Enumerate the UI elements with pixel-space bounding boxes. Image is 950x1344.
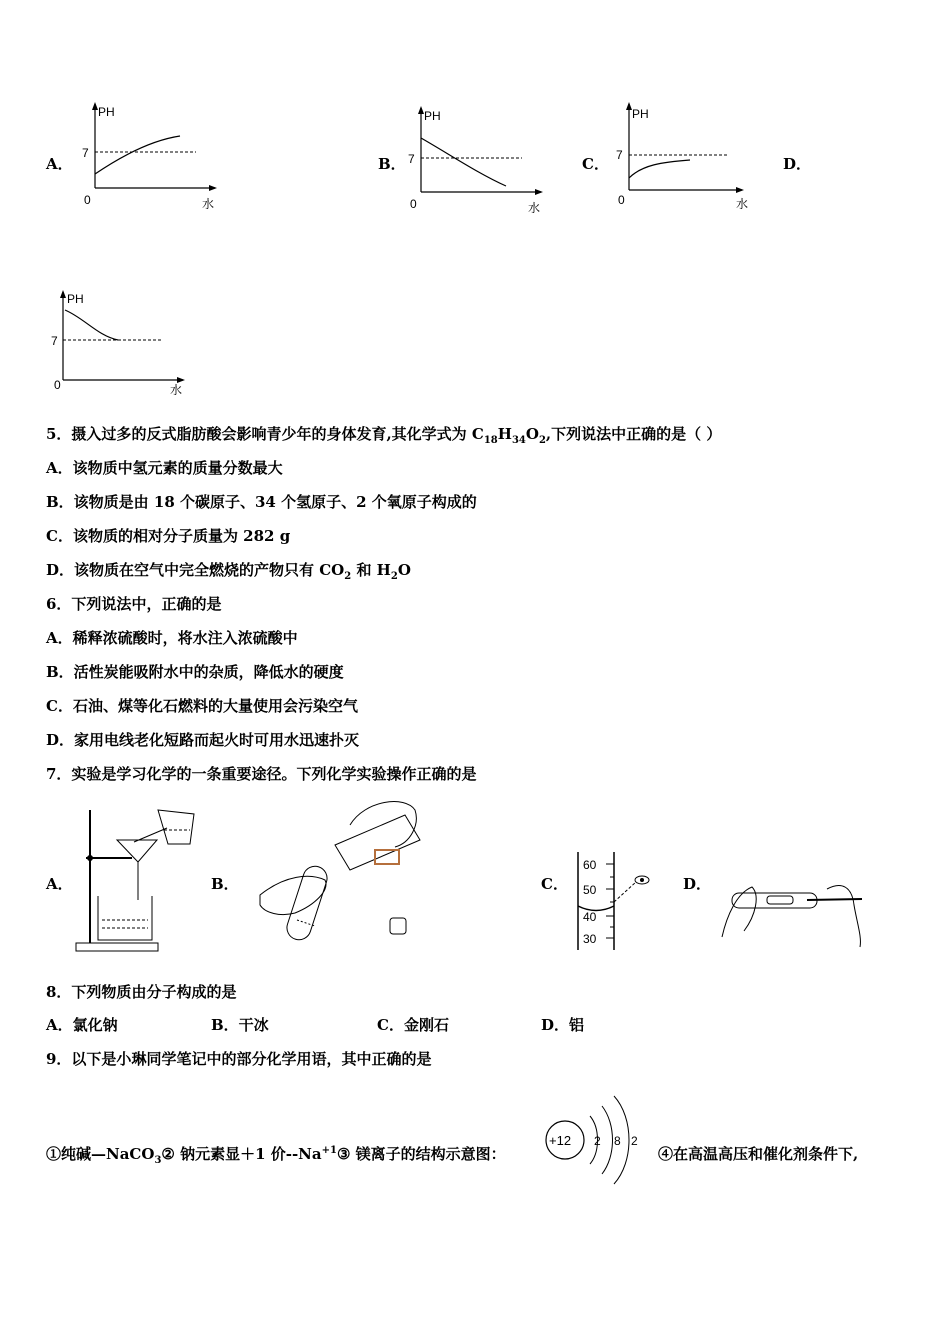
origin-label: 0 xyxy=(84,193,91,207)
q9-stem: 9．以下是小琳同学笔记中的部分化学用语，其中正确的是 xyxy=(46,1050,432,1068)
ph-graph-b xyxy=(404,104,554,219)
x-axis-label: 水 xyxy=(202,197,215,211)
q9-part: ①纯碱—NaCO xyxy=(46,1145,155,1163)
q5-option-c: C．该物质的相对分子质量为 282 g xyxy=(46,527,291,545)
q9-statement-4: ④在高温高压和催化剂条件下, xyxy=(658,1145,859,1163)
q5-d-part: 和 H xyxy=(351,561,391,579)
subscript: 3 xyxy=(154,1155,162,1166)
mg-ion-structure-diagram xyxy=(538,1088,648,1198)
q9-statement-1-3 xyxy=(46,1143,506,1166)
q8-option-d: D．铝 xyxy=(541,1016,585,1034)
q5-option-a: A．该物质中氢元素的质量分数最大 xyxy=(46,459,283,477)
q5-stem-part: 5．摄入过多的反式脂肪酸会影响青少年的身体发育,其化学式为 C xyxy=(46,425,484,443)
level-tick: 7 xyxy=(51,334,58,348)
q8-option-a: A．氯化钠 xyxy=(46,1016,118,1034)
level-tick: 7 xyxy=(616,148,623,162)
origin-label: 0 xyxy=(410,197,417,211)
subscript: 2 xyxy=(344,571,352,582)
shell-electrons: 2 xyxy=(631,1134,638,1148)
subscript: 2 xyxy=(538,435,546,446)
q7-option-b-label: B． xyxy=(211,875,239,893)
q5-option-d xyxy=(46,559,411,582)
subscript: 34 xyxy=(511,435,526,446)
level-tick: 7 xyxy=(82,146,89,160)
q7-stem: 7．实验是学习化学的一条重要途径。下列化学实验操作正确的是 xyxy=(46,765,477,783)
ph-graph-d xyxy=(46,288,196,403)
tick-label: 30 xyxy=(583,932,597,946)
q6-stem: 6．下列说法中，正确的是 xyxy=(46,595,222,613)
q5-d-part: D．该物质在空气中完全燃烧的产物只有 CO xyxy=(46,561,345,579)
q6-option-d: D．家用电线老化短路而起火时可用水迅速扑灭 xyxy=(46,731,360,749)
pouring-liquid-image xyxy=(255,795,435,950)
option-c-label: C． xyxy=(582,155,609,173)
ph-graph-c xyxy=(612,100,762,215)
origin-label: 0 xyxy=(618,193,625,207)
q5-d-part: O xyxy=(397,561,411,579)
tick-label: 40 xyxy=(583,910,597,924)
q9-part: ② 钠元素显＋1 价--Na xyxy=(161,1145,322,1163)
q5-stem-part: ,下列说法中正确的是（ ） xyxy=(545,425,722,443)
y-axis-label: PH xyxy=(424,109,441,123)
q9-part: ③ 镁离子的结构示意图： xyxy=(336,1145,506,1163)
tick-label: 60 xyxy=(583,858,597,872)
q5-stem-part: O xyxy=(525,425,539,443)
option-a-label: A． xyxy=(46,155,73,173)
graduated-cylinder-image xyxy=(572,850,657,954)
subscript: 18 xyxy=(483,435,498,446)
subscript: 2 xyxy=(390,571,398,582)
option-d-label: D． xyxy=(783,155,812,173)
q7-option-c-label: C． xyxy=(541,875,568,893)
y-axis-label: PH xyxy=(98,105,115,119)
q8-option-c: C．金刚石 xyxy=(377,1016,449,1034)
q6-option-b: B．活性炭能吸附水中的杂质，降低水的硬度 xyxy=(46,663,344,681)
heating-test-tube-image xyxy=(712,875,872,955)
tick-label: 50 xyxy=(583,883,597,897)
q5-stem-part: H xyxy=(497,425,512,443)
y-axis-label: PH xyxy=(632,107,649,121)
nucleus-charge: +12 xyxy=(549,1133,572,1148)
origin-label: 0 xyxy=(54,378,61,392)
q8-stem: 8．下列物质由分子构成的是 xyxy=(46,983,237,1001)
option-b-label: B． xyxy=(378,155,406,173)
ph-graph-a xyxy=(78,100,228,215)
shell-electrons: 2 xyxy=(594,1134,601,1148)
q6-option-c: C．石油、煤等化石燃料的大量使用会污染空气 xyxy=(46,697,358,715)
q8-option-b: B．干冰 xyxy=(211,1016,269,1034)
level-tick: 7 xyxy=(408,152,415,166)
shell-electrons: 8 xyxy=(614,1134,621,1148)
q6-option-a: A．稀释浓硫酸时，将水注入浓硫酸中 xyxy=(46,629,298,647)
q7-option-a-label: A． xyxy=(46,875,73,893)
q5-stem xyxy=(46,423,721,446)
x-axis-label: 水 xyxy=(170,383,183,397)
filtration-apparatus-image xyxy=(72,800,207,955)
x-axis-label: 水 xyxy=(528,201,541,215)
y-axis-label: PH xyxy=(67,292,84,306)
superscript: +1 xyxy=(321,1145,337,1156)
x-axis-label: 水 xyxy=(736,197,749,211)
q5-option-b: B．该物质是由 18 个碳原子、34 个氢原子、2 个氧原子构成的 xyxy=(46,493,477,511)
q7-option-d-label: D． xyxy=(683,875,712,893)
